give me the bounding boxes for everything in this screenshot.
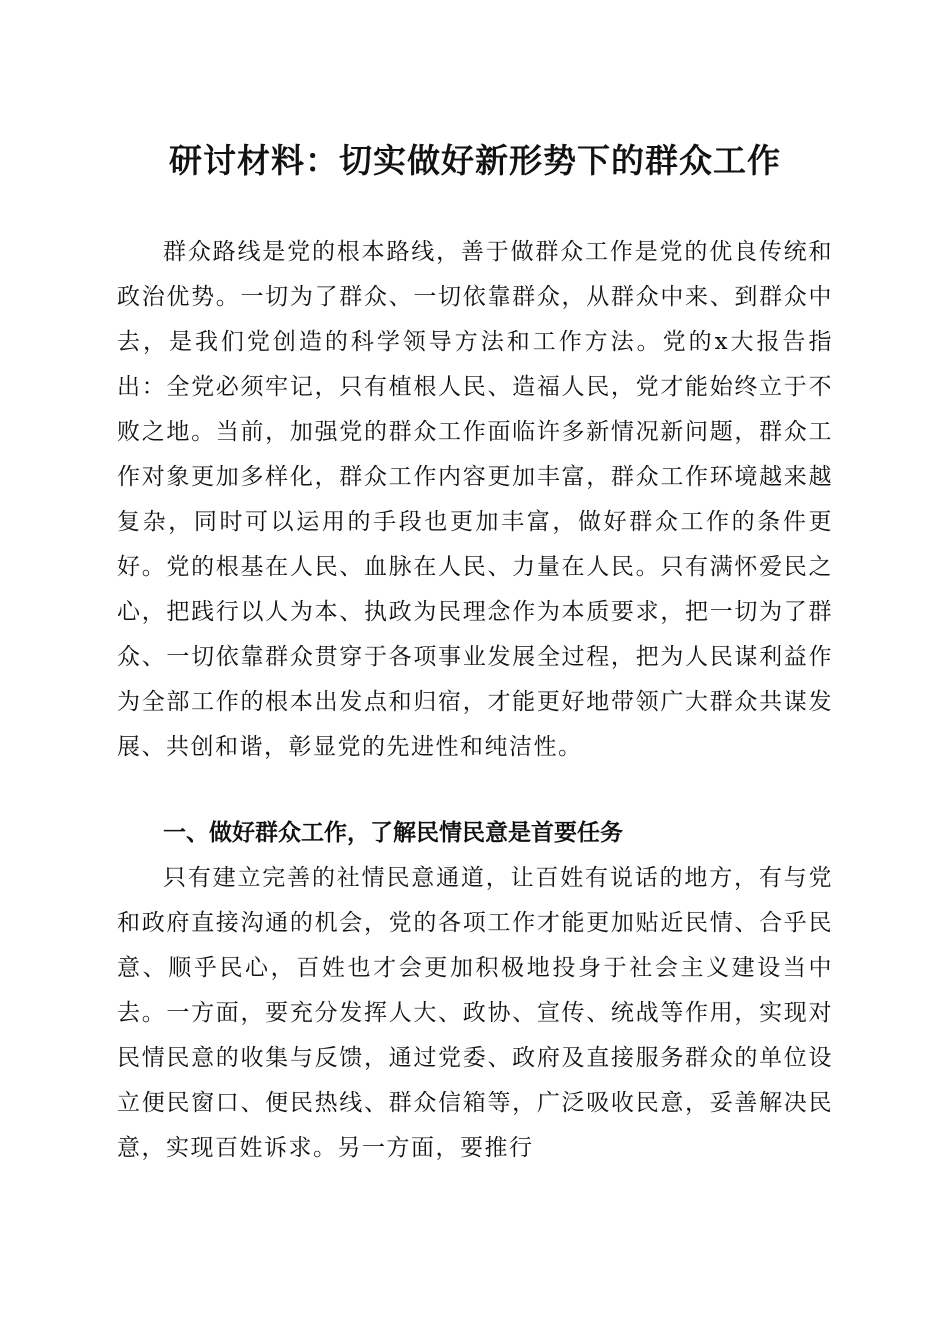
document-title: 研讨材料：切实做好新形势下的群众工作 bbox=[169, 141, 781, 180]
intro-paragraph: 群众路线是党的根本路线，善于做群众工作是党的优良传统和政治优势。一切为了群众、一切依靠群众，从群众中来、到群众中去，是我们党创造的科学领导方法和工作方法。党的x大报告指出：全党必须牢记，只有植根人民、造福人民，党才能始终立于不败之地。当前，加强党的群众工作面临许多新情况新问题，群众工作对象更加多样化，群众工作内容更加丰富，群众工作环境越来越复杂，同时可以运用的手段也更加丰富，做好群众工作的条件更好。党的根基在人民、血脉在人民、力量在人民。只有满怀爱民之心，把践行以人为本、执政为民理念作为本质要求，把一切为了群众、一切依靠群众贯穿于各项事业发展全过程，把为人民谋利益作为全部工作的根本出发点和归宿，才能更好地带领广大群众共谋发展、共创和谐，彰显党的先进性和纯洁性。 bbox=[117, 239, 833, 760]
section-1-paragraph: 只有建立完善的社情民意通道，让百姓有说话的地方，有与党和政府直接沟通的机会，党的各项工作才能更加贴近民情、合乎民意、顺乎民心，百姓也才会更加积极地投身于社会主义建设当中去。一方面，要充分发挥人大、政协、宣传、统战等作用，实现对民情民意的收集与反馈，通过党委、政府及直接服务群众的单位设立便民窗口、便民热线、群众信箱等，广泛吸收民意，妥善解决民意，实现百姓诉求。另一方面，要推行 bbox=[117, 865, 833, 1161]
section-heading-1: 一、做好群众工作，了解民情民意是首要任务 bbox=[163, 820, 623, 846]
